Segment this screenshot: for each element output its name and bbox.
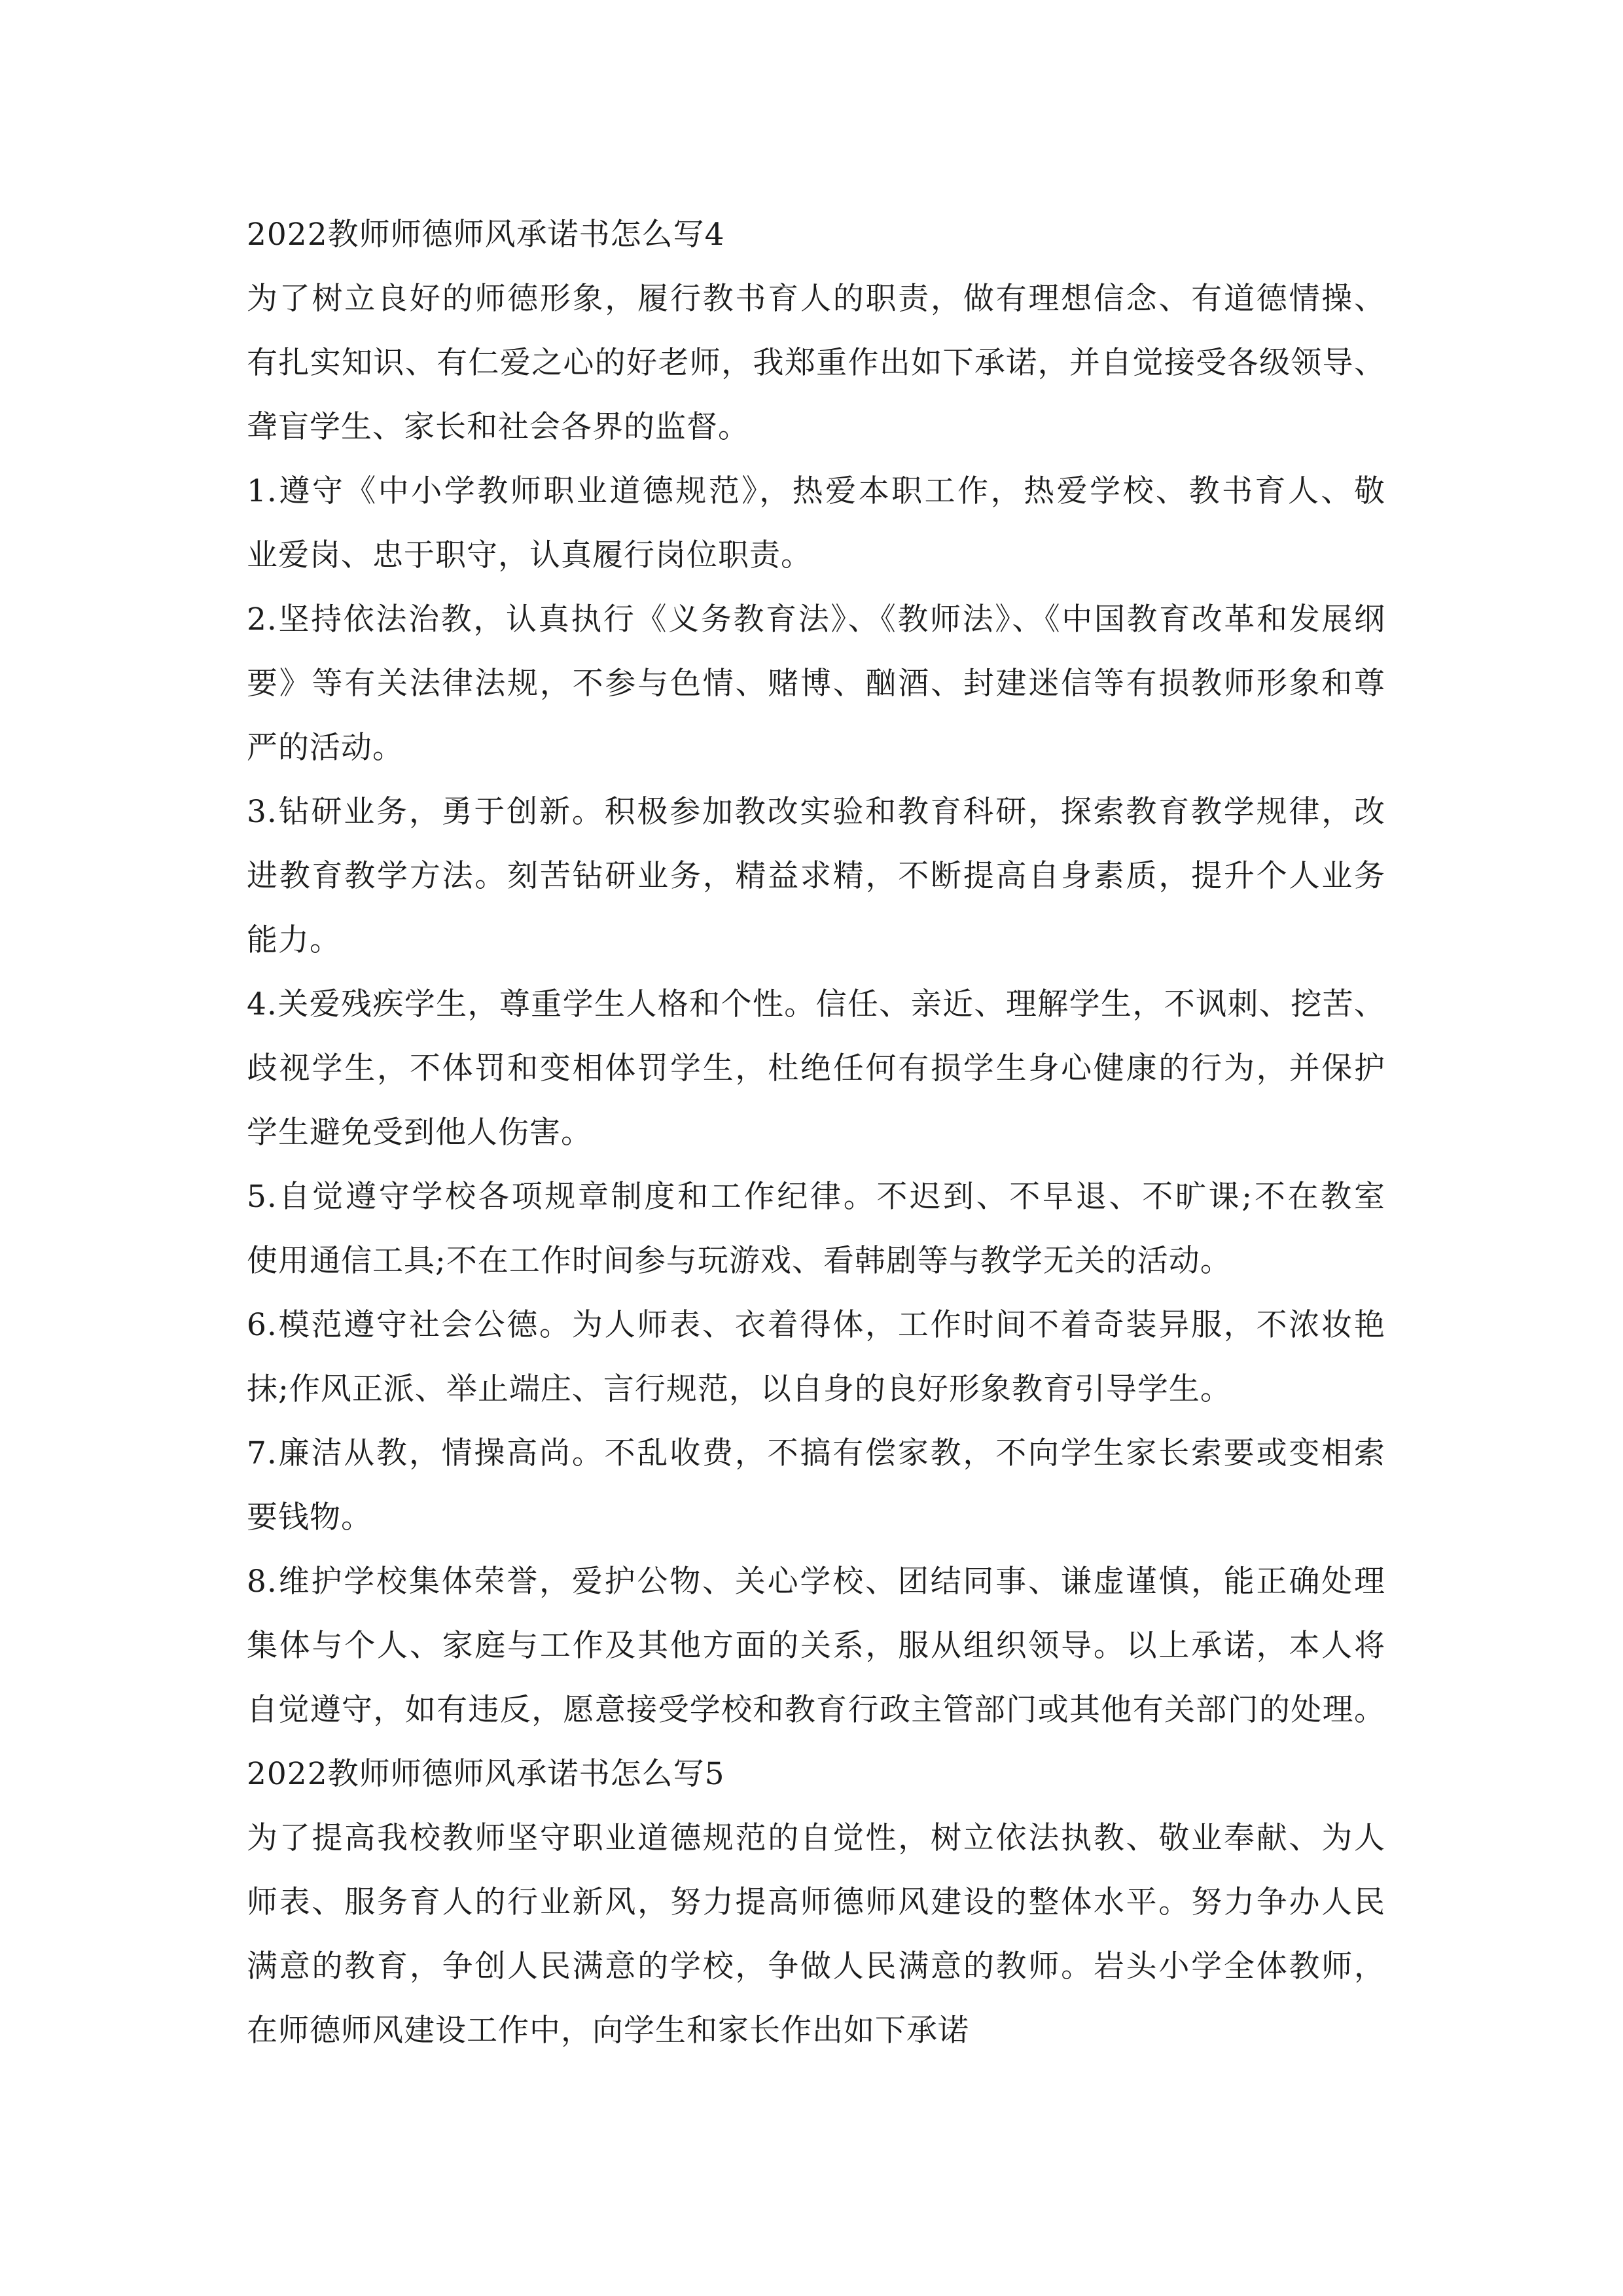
- item-6-line: 6.模范遵守社会公德。为人师表、衣着得体，工作时间不着奇装异服，不浓妆艳: [247, 1307, 1385, 1343]
- item-5-line: 使用通信工具;不在工作时间参与玩游戏、看韩剧等与教学无关的活动。: [247, 1243, 1232, 1279]
- item-8-line: 集体与个人、家庭与工作及其他方面的关系，服从组织领导。以上承诺，本人将: [247, 1628, 1385, 1664]
- section-4-intro-line: 为了树立良好的师德形象，履行教书育人的职责，做有理想信念、有道德情操、: [247, 281, 1385, 317]
- document-page: [247, 203, 1385, 2063]
- item-8-line: 8.维护学校集体荣誉，爱护公物、关心学校、团结同事、谦虚谨慎，能正确处理: [247, 1564, 1385, 1600]
- item-3-line: 进教育教学方法。刻苦钻研业务，精益求精，不断提高自身素质，提升个人业务: [247, 858, 1385, 894]
- section-5-intro-line: 为了提高我校教师坚守职业道德规范的自觉性，树立依法执教、敬业奉献、为人: [247, 1820, 1385, 1856]
- item-1-line: 业爱岗、忠于职守，认真履行岗位职责。: [247, 537, 812, 573]
- section-5-intro-line: 师表、服务育人的行业新风，努力提高师德师风建设的整体水平。努力争办人民: [247, 1884, 1385, 1920]
- item-7-line: 要钱物。: [247, 1499, 372, 1535]
- section-5-intro-line: 在师德师风建设工作中，向学生和家长作出如下承诺: [247, 2013, 969, 2049]
- section-5-title: 2022教师师德师风承诺书怎么写5: [247, 1756, 725, 1792]
- item-5-line: 5.自觉遵守学校各项规章制度和工作纪律。不迟到、不早退、不旷课;不在教室: [247, 1179, 1385, 1215]
- item-2-line: 严的活动。: [247, 730, 404, 766]
- item-2-line: 2.坚持依法治教，认真执行《义务教育法》、《教师法》、《中国教育改革和发展纲: [247, 601, 1385, 637]
- item-4-line: 4.关爱残疾学生，尊重学生人格和个性。信任、亲近、理解学生，不讽刺、挖苦、: [247, 986, 1385, 1022]
- item-8-line: 自觉遵守，如有违反，愿意接受学校和教育行政主管部门或其他有关部门的处理。: [247, 1692, 1385, 1728]
- section-4-intro-line: 聋盲学生、家长和社会各界的监督。: [247, 409, 749, 445]
- item-3-line: 3.钻研业务，勇于创新。积极参加教改实验和教育科研，探索教育教学规律，改: [247, 794, 1385, 830]
- item-4-line: 学生避免受到他人伤害。: [247, 1115, 592, 1151]
- section-5-intro-line: 满意的教育，争创人民满意的学校，争做人民满意的教师。岩头小学全体教师，: [247, 1948, 1385, 1984]
- item-4-line: 歧视学生，不体罚和变相体罚学生，杜绝任何有损学生身心健康的行为，并保护: [247, 1050, 1385, 1086]
- item-2-line: 要》等有关法律法规，不参与色情、赌博、酗酒、封建迷信等有损教师形象和尊: [247, 666, 1385, 702]
- section-4-title: 2022教师师德师风承诺书怎么写4: [247, 217, 725, 253]
- item-1-line: 1.遵守《中小学教师职业道德规范》，热爱本职工作，热爱学校、教书育人、敬: [247, 473, 1385, 509]
- section-4-intro-line: 有扎实知识、有仁爱之心的好老师，我郑重作出如下承诺，并自觉接受各级领导、: [247, 345, 1385, 381]
- item-7-line: 7.廉洁从教，情操高尚。不乱收费，不搞有偿家教，不向学生家长索要或变相索: [247, 1435, 1385, 1471]
- item-3-line: 能力。: [247, 922, 341, 958]
- item-6-line: 抹;作风正派、举止端庄、言行规范，以自身的良好形象教育引导学生。: [247, 1371, 1232, 1407]
